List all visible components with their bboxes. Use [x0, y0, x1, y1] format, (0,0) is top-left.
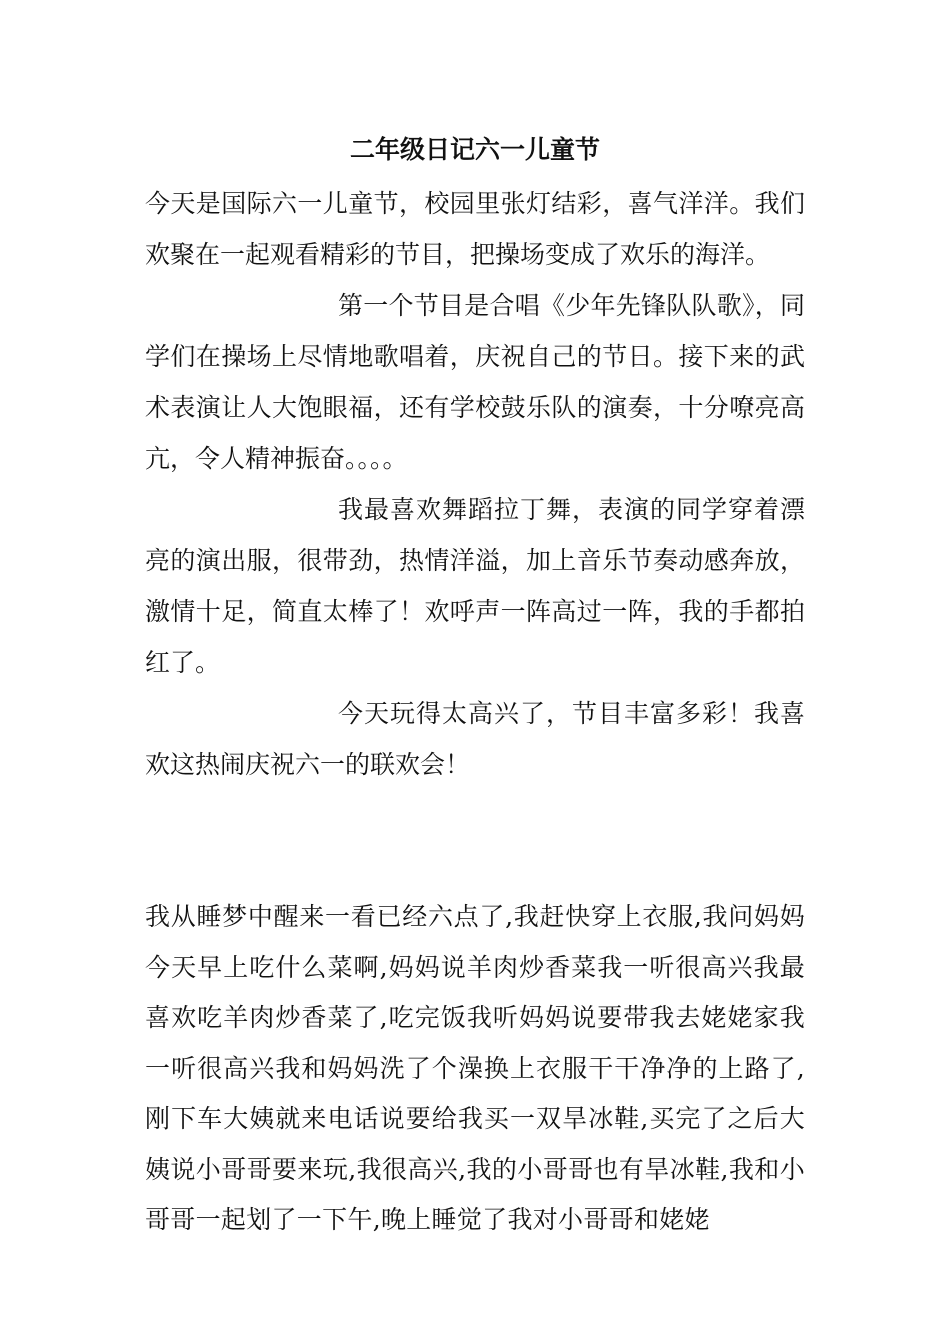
document-title: 二年级日记六一儿童节: [349, 135, 600, 164]
paragraph-conclusion: 今天玩得太高兴了，节目丰富多彩！我喜欢这热闹庆祝六一的联欢会！: [145, 699, 805, 779]
paragraph-intro: 今天是国际六一儿童节，校园里张灯结彩，喜气洋洋。我们欢聚在一起观看精彩的节目，把操场变成了欢乐的海洋。: [145, 189, 805, 269]
paragraph-story: 我从睡梦中醒来一看已经六点了,我赶快穿上衣服,我问妈妈今天早上吃什么菜啊,妈妈说羊肉炒香菜我一听很高兴我最喜欢吃羊肉炒香菜了,吃完饭我听妈妈说要带我去姥姥家我一听很高兴我和妈妈洗了个澡换上衣服干干净净的上路了,刚下车大姨就来电话说要给我买一双旱冰鞋,买完了之后大姨说小哥哥要来玩,我很高兴,我的小哥哥也有旱冰鞋,我和小哥哥一起划了一下午,晚上睡觉了我对小哥哥和姥姥: [145, 902, 805, 1234]
document-page: [145, 126, 805, 1246]
paragraph-first-program: 第一个节目是合唱《少年先锋队队歌》，同学们在操场上尽情地歌唱着，庆祝自己的节日。接下来的武术表演让人大饱眼福，还有学校鼓乐队的演奏，十分嘹亮高亢，令人精神振奋。。。。: [145, 291, 805, 473]
section-gap: [145, 790, 805, 892]
paragraph-latin-dance: 我最喜欢舞蹈拉丁舞，表演的同学穿着漂亮的演出服，很带劲，热情洋溢，加上音乐节奏动感奔放，激情十足，简直太棒了！欢呼声一阵高过一阵，我的手都拍红了。: [145, 495, 805, 677]
